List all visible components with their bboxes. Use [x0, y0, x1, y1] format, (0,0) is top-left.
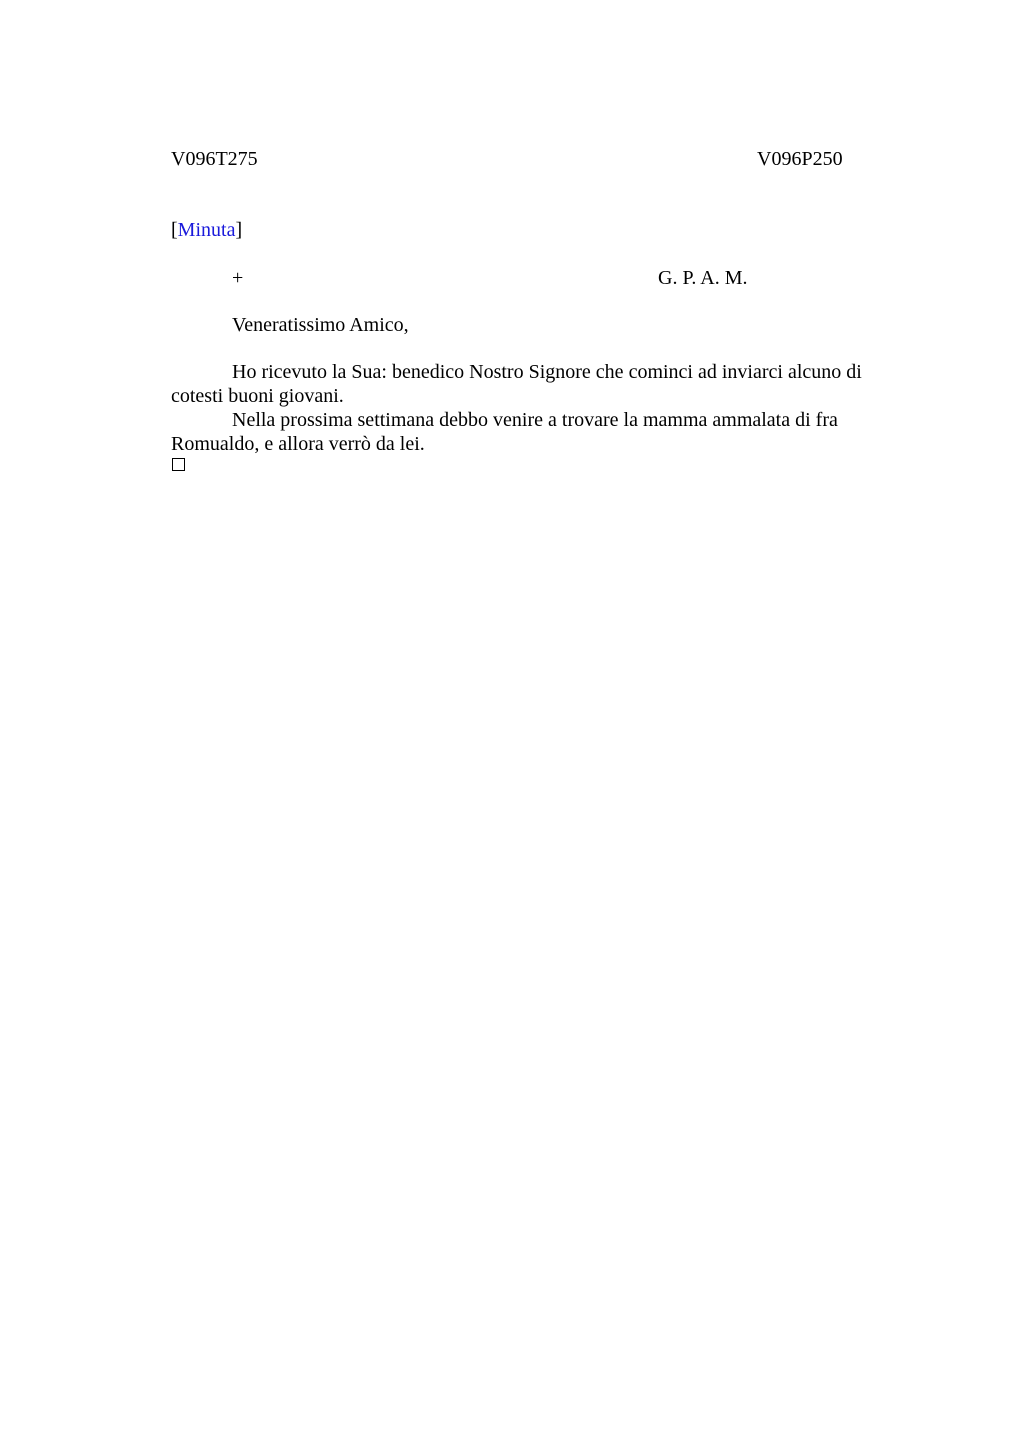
- minuta-link[interactable]: Minuta: [177, 219, 236, 241]
- letter-paragraph: Nella prossima settimana debbo venire a trovare la mamma ammalata di fra Romualdo, e allora verrò da lei.: [171, 409, 838, 455]
- salutation: Veneratissimo Amico,: [232, 314, 409, 336]
- document-code-left: V096T275: [171, 148, 258, 170]
- document-code-right: V096P250: [757, 148, 843, 170]
- cross-symbol: +: [232, 267, 244, 289]
- letter-body: [171, 360, 887, 456]
- motto-gpam: G. P. A. M.: [658, 267, 748, 289]
- close-bracket: ]: [235, 219, 243, 241]
- letter-paragraph: Ho ricevuto la Sua: benedico Nostro Signore che cominci ad inviarci alcuno di cotesti buoni giovani.: [171, 361, 862, 407]
- empty-square-icon: [172, 458, 185, 471]
- open-bracket: [: [171, 219, 178, 241]
- minuta-label: [171, 218, 242, 242]
